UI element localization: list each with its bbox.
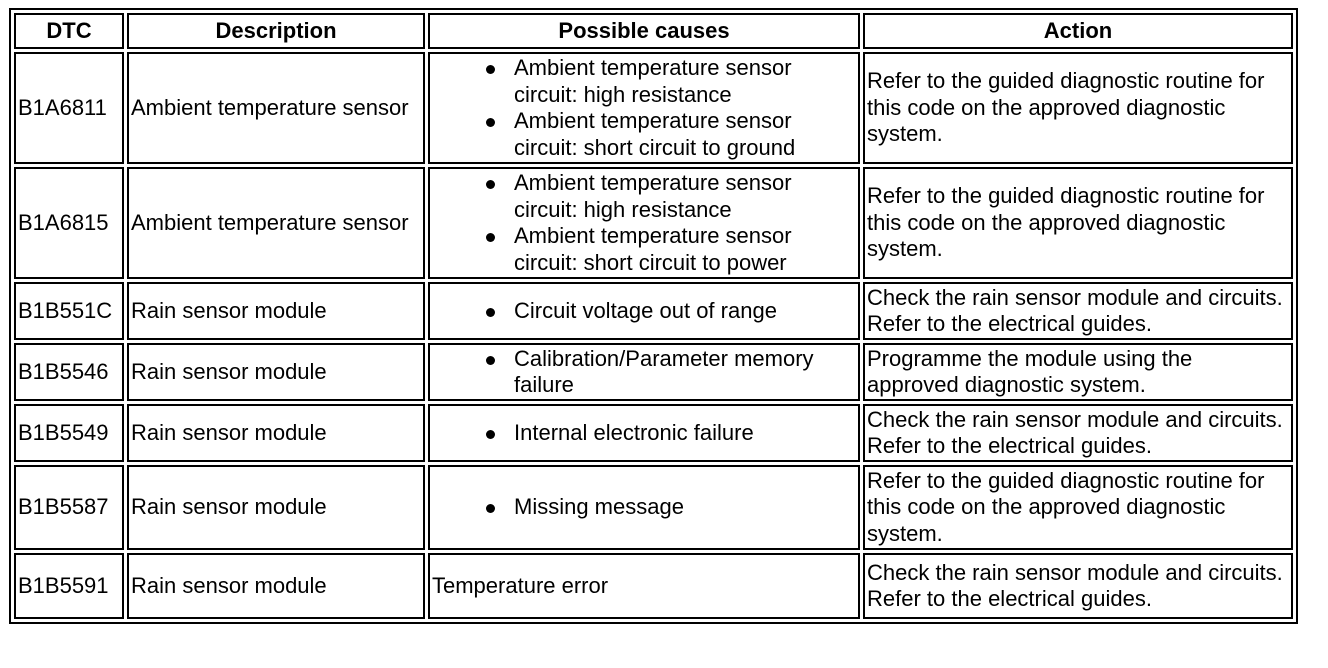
table-row	[14, 465, 1293, 550]
possible-causes: Temperature error	[428, 553, 860, 619]
cause-item: Ambient temperature sensor circuit: high resistance	[482, 55, 856, 108]
action: Check the rain sensor module and circuits. Refer to the electrical guides.	[863, 404, 1293, 462]
action: Refer to the guided diagnostic routine for this code on the approved diagnostic system.	[863, 52, 1293, 164]
table-row	[14, 52, 1293, 164]
table-row	[14, 553, 1293, 619]
possible-causes	[428, 404, 860, 462]
dtc-code: B1B551C	[14, 282, 124, 340]
action: Check the rain sensor module and circuits. Refer to the electrical guides.	[863, 553, 1293, 619]
description: Rain sensor module	[127, 404, 425, 462]
possible-causes	[428, 52, 860, 164]
cause-item: Internal electronic failure	[482, 420, 856, 447]
dtc-code: B1B5546	[14, 343, 124, 401]
cause-item: Missing message	[482, 494, 856, 521]
possible-causes	[428, 167, 860, 279]
possible-causes	[428, 343, 860, 401]
action: Refer to the guided diagnostic routine for this code on the approved diagnostic system.	[863, 167, 1293, 279]
cause-item: Ambient temperature sensor circuit: high resistance	[482, 170, 856, 223]
action: Check the rain sensor module and circuits. Refer to the electrical guides.	[863, 282, 1293, 340]
description: Rain sensor module	[127, 553, 425, 619]
table-row	[14, 167, 1293, 279]
possible-causes	[428, 465, 860, 550]
cause-item: Circuit voltage out of range	[482, 298, 856, 325]
header-row	[14, 13, 1293, 49]
action: Programme the module using the approved diagnostic system.	[863, 343, 1293, 401]
cause-item: Ambient temperature sensor circuit: short circuit to ground	[482, 108, 856, 161]
table-row	[14, 343, 1293, 401]
dtc-code: B1A6815	[14, 167, 124, 279]
header-dtc: DTC	[14, 13, 124, 49]
table-row	[14, 282, 1293, 340]
action: Refer to the guided diagnostic routine for this code on the approved diagnostic system.	[863, 465, 1293, 550]
cause-item: Calibration/Parameter memory failure	[482, 346, 856, 399]
header-possible-causes: Possible causes	[428, 13, 860, 49]
dtc-code: B1B5591	[14, 553, 124, 619]
dtc-code: B1B5549	[14, 404, 124, 462]
header-description: Description	[127, 13, 425, 49]
cause-item: Ambient temperature sensor circuit: short circuit to power	[482, 223, 856, 276]
description: Rain sensor module	[127, 343, 425, 401]
dtc-code: B1B5587	[14, 465, 124, 550]
header-action: Action	[863, 13, 1293, 49]
table-row	[14, 404, 1293, 462]
description: Ambient temperature sensor	[127, 52, 425, 164]
dtc-code: B1A6811	[14, 52, 124, 164]
description: Rain sensor module	[127, 282, 425, 340]
description: Rain sensor module	[127, 465, 425, 550]
dtc-table	[9, 8, 1298, 624]
description: Ambient temperature sensor	[127, 167, 425, 279]
possible-causes	[428, 282, 860, 340]
